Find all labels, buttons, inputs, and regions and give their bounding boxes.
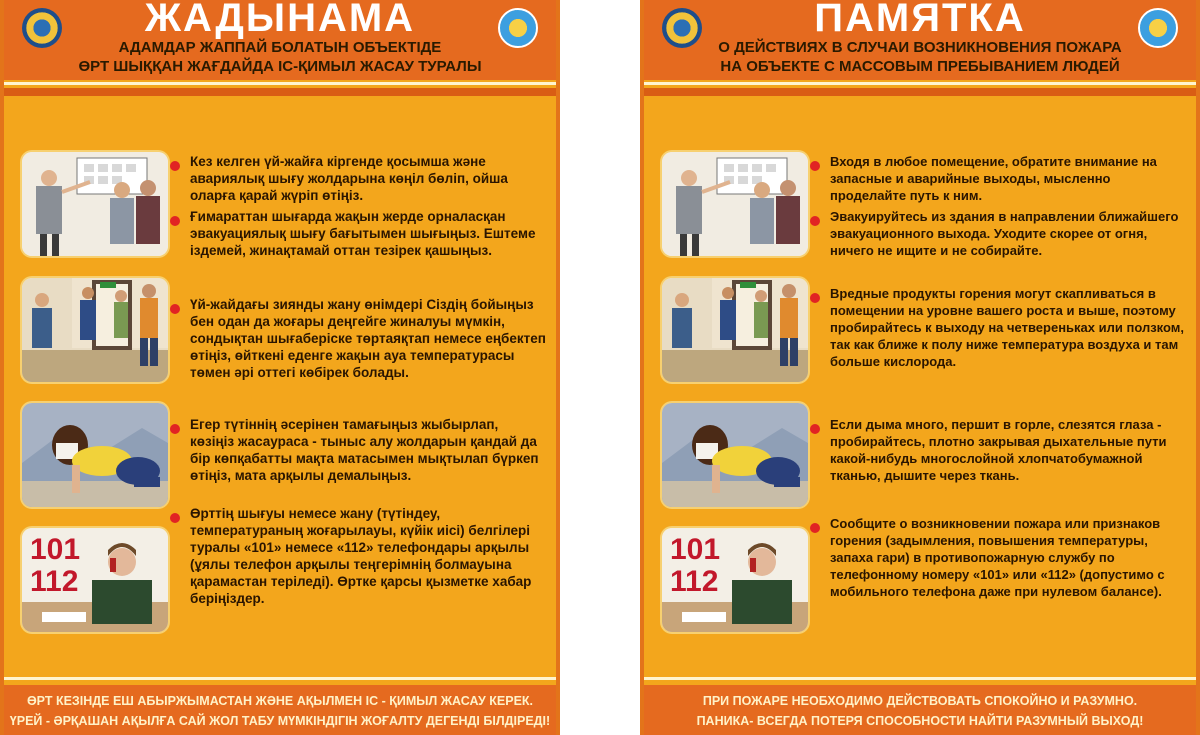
- bullet-icon: [170, 304, 180, 314]
- bullet-icon: [810, 293, 820, 303]
- bullet-icon: [810, 161, 820, 171]
- evacuation-exit-illustration: [662, 278, 808, 382]
- divider: [644, 88, 1196, 96]
- crawling-with-cloth-illustration: [662, 403, 808, 507]
- instruction-item: Вредные продукты горения могут скапливаться в помещении на уровне вашего роста и выше, поэтому пробирайтесь к выходу на четвереньках или ползком, так как ближе к полу ниже температура воздуха и там больше кислорода.: [830, 285, 1186, 370]
- footer-line: ПАНИКА- ВСЕГДА ПОТЕРЯ СПОСОБНОСТИ НАЙТИ РАЗУМНЫЙ ВЫХОД!: [696, 714, 1144, 728]
- evacuation-plan-illustration: [662, 152, 808, 256]
- poster-title: ПАМЯТКА: [814, 0, 1026, 40]
- instruction-item: Үй-жайдағы зиянды жану өнімдері Сіздің бойыңыз бен одан да жоғары деңгейге жиналуы мүмкін, сондықтан шығаберіске төртаяқтап немесе еңбектеп өтіңіз, өйткені еденге жақын ауа температурасы төмен әрі оттегі көбірек болады.: [190, 296, 546, 381]
- divider: [4, 82, 556, 85]
- instruction-item: Если дыма много, першит в горле, слезятся глаза - пробирайтесь, плотно закрывая дыхательные пути какой-нибудь многослойной хлопчатобумажной тканью, дышите через ткань.: [830, 416, 1186, 484]
- instruction-item: Егер түтіннің әсерінен тамағыңыз жыбырлап, көзіңіз жасаураса - тыныс алу жолдарын қандай да бір көпқабатты мақта матасымен мықтылап бүркеп өтіңіз, мата арқылы демалыңыз.: [190, 416, 546, 484]
- divider: [4, 88, 556, 96]
- evacuation-plan-illustration: [22, 152, 168, 256]
- fire-service-number: 101: [670, 533, 721, 566]
- emergency-number: 112: [30, 565, 79, 598]
- poster-header: [4, 0, 556, 80]
- footer-line: ПРИ ПОЖАРЕ НЕОБХОДИМО ДЕЙСТВОВАТЬ СПОКОЙНО И РАЗУМНО.: [702, 694, 1138, 708]
- poster-russian: [640, 0, 1200, 735]
- bullet-icon: [810, 424, 820, 434]
- poster-kazakh: [0, 0, 560, 735]
- emergency-call-illustration: [22, 528, 168, 632]
- poster-footer: [644, 685, 1196, 735]
- bullet-icon: [170, 161, 180, 171]
- poster-header: [644, 0, 1196, 80]
- emergency-number: 112: [670, 565, 719, 598]
- bullet-icon: [170, 513, 180, 523]
- footer-line: ӨРТ КЕЗІНДЕ ЕШ АБЫРЖЫМАСТАН ЖӘНЕ АҚЫЛМЕН ІС - ҚИМЫЛ ЖАСАУ КЕРЕК.: [26, 694, 534, 708]
- bullet-icon: [810, 523, 820, 533]
- bullet-icon: [170, 216, 180, 226]
- bullet-icon: [170, 424, 180, 434]
- poster-title: ЖАДЫНАМА: [144, 0, 416, 40]
- instruction-item: Ғимараттан шығарда жақын жерде орналасқан эвакуациялық шығу бағытымен шығыңыз. Ештеме іздемей, жинақтамай оттан тезірек қашыңыз.: [190, 208, 546, 259]
- crawling-with-cloth-illustration: [22, 403, 168, 507]
- divider: [644, 82, 1196, 85]
- fire-service-number: 101: [30, 533, 81, 566]
- poster-footer: [4, 685, 556, 735]
- instruction-item: Сообщите о возникновении пожара или признаков горения (задымления, повышения температуры, запаха гари) в противопожарную службу по телефонному номеру «101» или «112» (допустимо с мобильного телефона даже при нулевом балансе).: [830, 515, 1186, 600]
- emergency-call-illustration: [662, 528, 808, 632]
- instruction-item: Кез келген үй-жайға кіргенде қосымша және авариялық шығу жолдарына көңіл бөліп, ойша оларға қарай жүріп өтіңіз.: [190, 153, 546, 204]
- instruction-item: Эвакуируйтесь из здания в направлении ближайшего эвакуационного выхода. Уходите скорее от огня, ничего не ищите и не собирайте.: [830, 208, 1186, 259]
- poster-subtitle: О ДЕЙСТВИЯХ В СЛУЧАИ ВОЗНИКНОВЕНИЯ ПОЖАРА НА ОБЪЕКТЕ С МАССОВЫМ ПРЕБЫВАНИЕМ ЛЮДЕЙ: [718, 39, 1122, 75]
- instruction-item: Входя в любое помещение, обратите внимание на запасные и аварийные выходы, мысленно проделайте путь к ним.: [830, 153, 1186, 204]
- bullet-icon: [810, 216, 820, 226]
- poster-subtitle: АДАМДАР ЖАППАЙ БОЛАТЫН ОБЪЕКТІДЕ ӨРТ ШЫҚҚАН ЖАҒДАЙДА ІС-ҚИМЫЛ ЖАСАУ ТУРАЛЫ: [78, 39, 482, 75]
- evacuation-exit-illustration: [22, 278, 168, 382]
- instruction-item: Өрттің шығуы немесе жану (түтіндеу, температураның жоғарылауы, күйік иісі) белгілері туралы «101» немесе «112» телефондары арқылы (ұялы телефон арқылы теңгерімнің болмауына қарамастан теріледі). Өртке қарсы қызметке хабар беріңіздер.: [190, 505, 546, 607]
- footer-line: ҮРЕЙ - ӘРҚАШАН АҚЫЛҒА САЙ ЖОЛ ТАБУ МҮМКІНДІГІН ЖОҒАЛТУ ДЕГЕНДІ БІЛДІРЕДІ!: [9, 714, 551, 728]
